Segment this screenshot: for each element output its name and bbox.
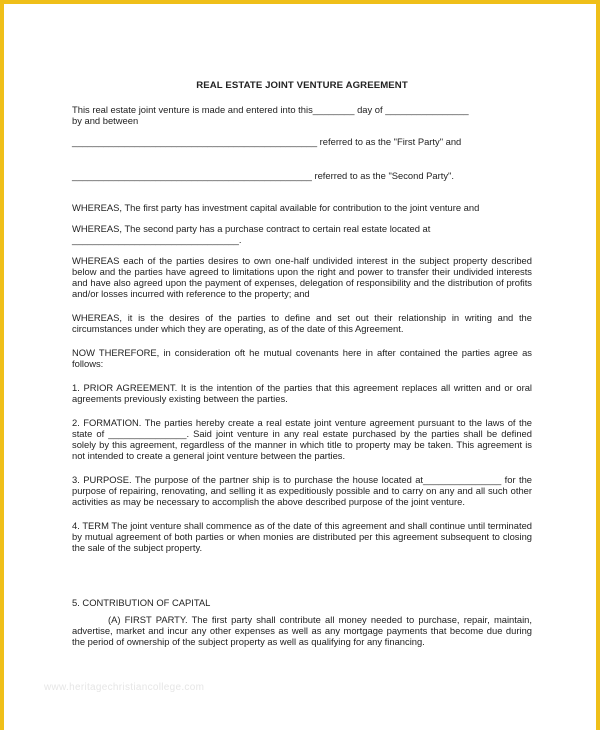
whereas-relationship: WHEREAS, it is the desires of the parties to define and set out their relationship in writing and the circumstances under which they are operating, as of the date of this Agreement. [72,312,532,334]
first-party-line: _______________________________________________ referred to as the "First Party" and [72,136,462,147]
whereas-investment-capital: WHEREAS, The first party has investment capital available for contribution to the joint venture and [72,202,480,213]
intro-line-1: This real estate joint venture is made and entered into this________ day of ________________ [72,104,469,115]
agreement-body [72,80,532,657]
intro-paragraph [72,104,532,126]
whereas-purchase-contract-line-2: ________________________________. [72,234,242,245]
intro-line-2: by and between [72,115,139,126]
document-title: REAL ESTATE JOINT VENTURE AGREEMENT [196,80,408,91]
section-formation: 2. FORMATION. The parties hereby create a real estate joint venture agreement pursuant to the laws of the state of _______________. Said joint venture in any real estate purchased by the parties shall be defined solely by this agreement, regardless of the manner in which title to property may be taken. This agreement is not intended to create a general joint venture between the parties. [72,417,532,461]
second-party-line: ______________________________________________ referred to as the "Second Party". [72,170,454,181]
section-term: 4. TERM The joint venture shall commence as of the date of this agreement and shall continue until terminated by mutual agreement of both parties or when monies are distributed per this agreement subsequent to closing the sale of the subject property. [72,520,532,553]
whereas-undivided-interest: WHEREAS each of the parties desires to own one-half undivided interest in the subject property described below and the parties have agreed to limitations upon the right and power to transfer their undivided interests and have also agreed upon the payment of expenses, delegation of responsibility and the distribution of profits and/or losses incurred with reference to the property; and [72,255,532,299]
section-contribution-heading: 5. CONTRIBUTION OF CAPITAL [72,597,211,608]
watermark-text: www.heritagechristiancollege.com [44,682,205,693]
now-therefore-clause: NOW THEREFORE, in consideration oft he mutual covenants here in after contained the parties agree as follows: [72,347,532,369]
document-page [4,4,596,730]
whereas-purchase-contract-line-1: WHEREAS, The second party has a purchase contract to certain real estate located at [72,223,431,234]
section-contribution-first-party: (A) FIRST PARTY. The first party shall contribute all money needed to purchase, repair, maintain, advertise, market and incur any other expenses as well as any mortgage payments that become due during the period of ownership of the subject property as well as qualifying for any financing. [72,614,532,647]
section-prior-agreement: 1. PRIOR AGREEMENT. It is the intention of the parties that this agreement replaces all written and or oral agreements previously existing between the parties. [72,382,532,404]
whereas-purchase-contract [72,223,532,245]
section-purpose: 3. PURPOSE. The purpose of the partner ship is to purchase the house located at_______________ for the purpose of repairing, renovating, and selling it as expeditiously possible and to carry on any and all such other activities as may be necessary to accomplish the above described purpose of the joint venture. [72,474,532,507]
